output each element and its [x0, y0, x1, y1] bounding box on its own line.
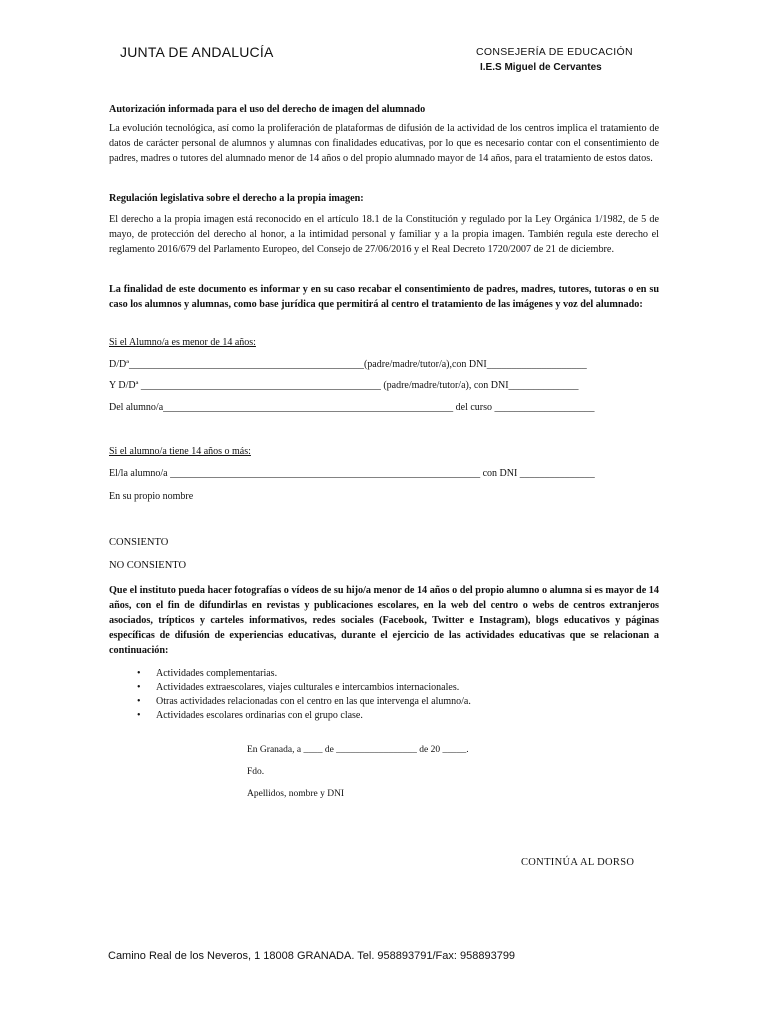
purpose-paragraph: La finalidad de este documento es informar y en su caso recabar el consentimiento de padres, madres, tutores, tutoras o en su caso los alumnos y alumnas, como base jurídica que permitirá al centro el tratamiento de las imágenes y voz del alumnado: — [109, 284, 659, 310]
intro-paragraph: La evolución tecnológica, así como la proliferación de plataformas de difusión de la actividad de los centros implica el tratamiento de datos de carácter personal de alumnos y alumnas con finalidades educativas, por lo que es necesario contar con el consentimiento de padres, madres o tutores del alumnado menor de 14 años o del propio alumnado mayor de 14 años, para el tratamiento de estos datos. — [109, 123, 659, 164]
adult-own-name: En su propio nombre — [109, 491, 194, 502]
continue-label: CONTINÚA AL DORSO — [521, 857, 635, 868]
minor-parent-1-line[interactable]: D/Dª_______________________________________________(padre/madre/tutor/a),con DNI____________________ — [109, 359, 587, 370]
adult-section-heading: Si el alumno/a tiene 14 años o más: — [109, 446, 251, 457]
consent-option[interactable]: CONSIENTO — [109, 537, 169, 548]
list-item: • Actividades escolares ordinarias con el grupo clase. — [137, 709, 657, 723]
header-school: I.E.S Miguel de Cervantes — [480, 62, 602, 73]
activities-list — [137, 667, 657, 723]
name-dni-label: Apellidos, nombre y DNI — [247, 789, 345, 799]
signature-label: Fdo. — [247, 767, 265, 777]
list-item: • Otras actividades relacionadas con el centro en las que intervenga el alumno/a. — [137, 695, 657, 709]
header-consejeria: CONSEJERÍA DE EDUCACIÓN — [476, 46, 633, 58]
minor-section-heading: Si el Alumno/a es menor de 14 años: — [109, 337, 256, 348]
regulation-paragraph: El derecho a la propia imagen está reconocido en el artículo 18.1 de la Constitución y regulado por la Ley Orgánica 1/1982, de 5 de mayo, de protección del derecho al honor, a la intimidad personal y familiar y a la propia imagen. También regula este derecho el reglamento 2016/679 del Parlamento Europeo, del Consejo de 27/06/2016 y el Real Decreto 1720/2007 de 21 de diciembre. — [109, 214, 659, 255]
date-line[interactable]: En Granada, a ____ de _________________ de 20 _____. — [247, 745, 469, 755]
document-title: Autorización informada para el uso del derecho de imagen del alumnado — [109, 104, 426, 115]
no-consent-option[interactable]: NO CONSIENTO — [109, 560, 187, 571]
adult-student-line[interactable]: El/la alumno/a ______________________________________________________________ con DNI _______________ — [109, 468, 595, 479]
minor-parent-2-line[interactable]: Y D/Dª ________________________________________________ (padre/madre/tutor/a), con DNI______________ — [109, 380, 579, 391]
list-item: • Actividades extraescolares, viajes culturales e intercambios internacionales. — [137, 681, 657, 695]
minor-student-line[interactable]: Del alumno/a__________________________________________________________ del curso ____________________ — [109, 402, 595, 413]
header-junta: JUNTA DE ANDALUCÍA — [120, 44, 274, 60]
consent-paragraph: Que el instituto pueda hacer fotografías o vídeos de su hijo/a menor de 14 años o del propio alumno o alumna si es mayor de 14 años, con el fin de difundirlas en revistas y publicaciones escolares, en la web del centro o webs de centros extranjeros asociados, trípticos y carteles informativos, redes sociales (Facebook, Twitter e Instagram), blogs educativos y páginas específicas de difusión de experiencias educativas, durante el ejercicio de las actividades educativas que se relacionan a continuación: — [109, 585, 659, 656]
list-item: • Actividades complementarias. — [137, 667, 657, 681]
footer-address: Camino Real de los Neveros, 1 18008 GRANADA. Tel. 958893791/Fax: 958893799 — [108, 950, 516, 962]
regulation-heading: Regulación legislativa sobre el derecho a la propia imagen: — [109, 193, 364, 204]
